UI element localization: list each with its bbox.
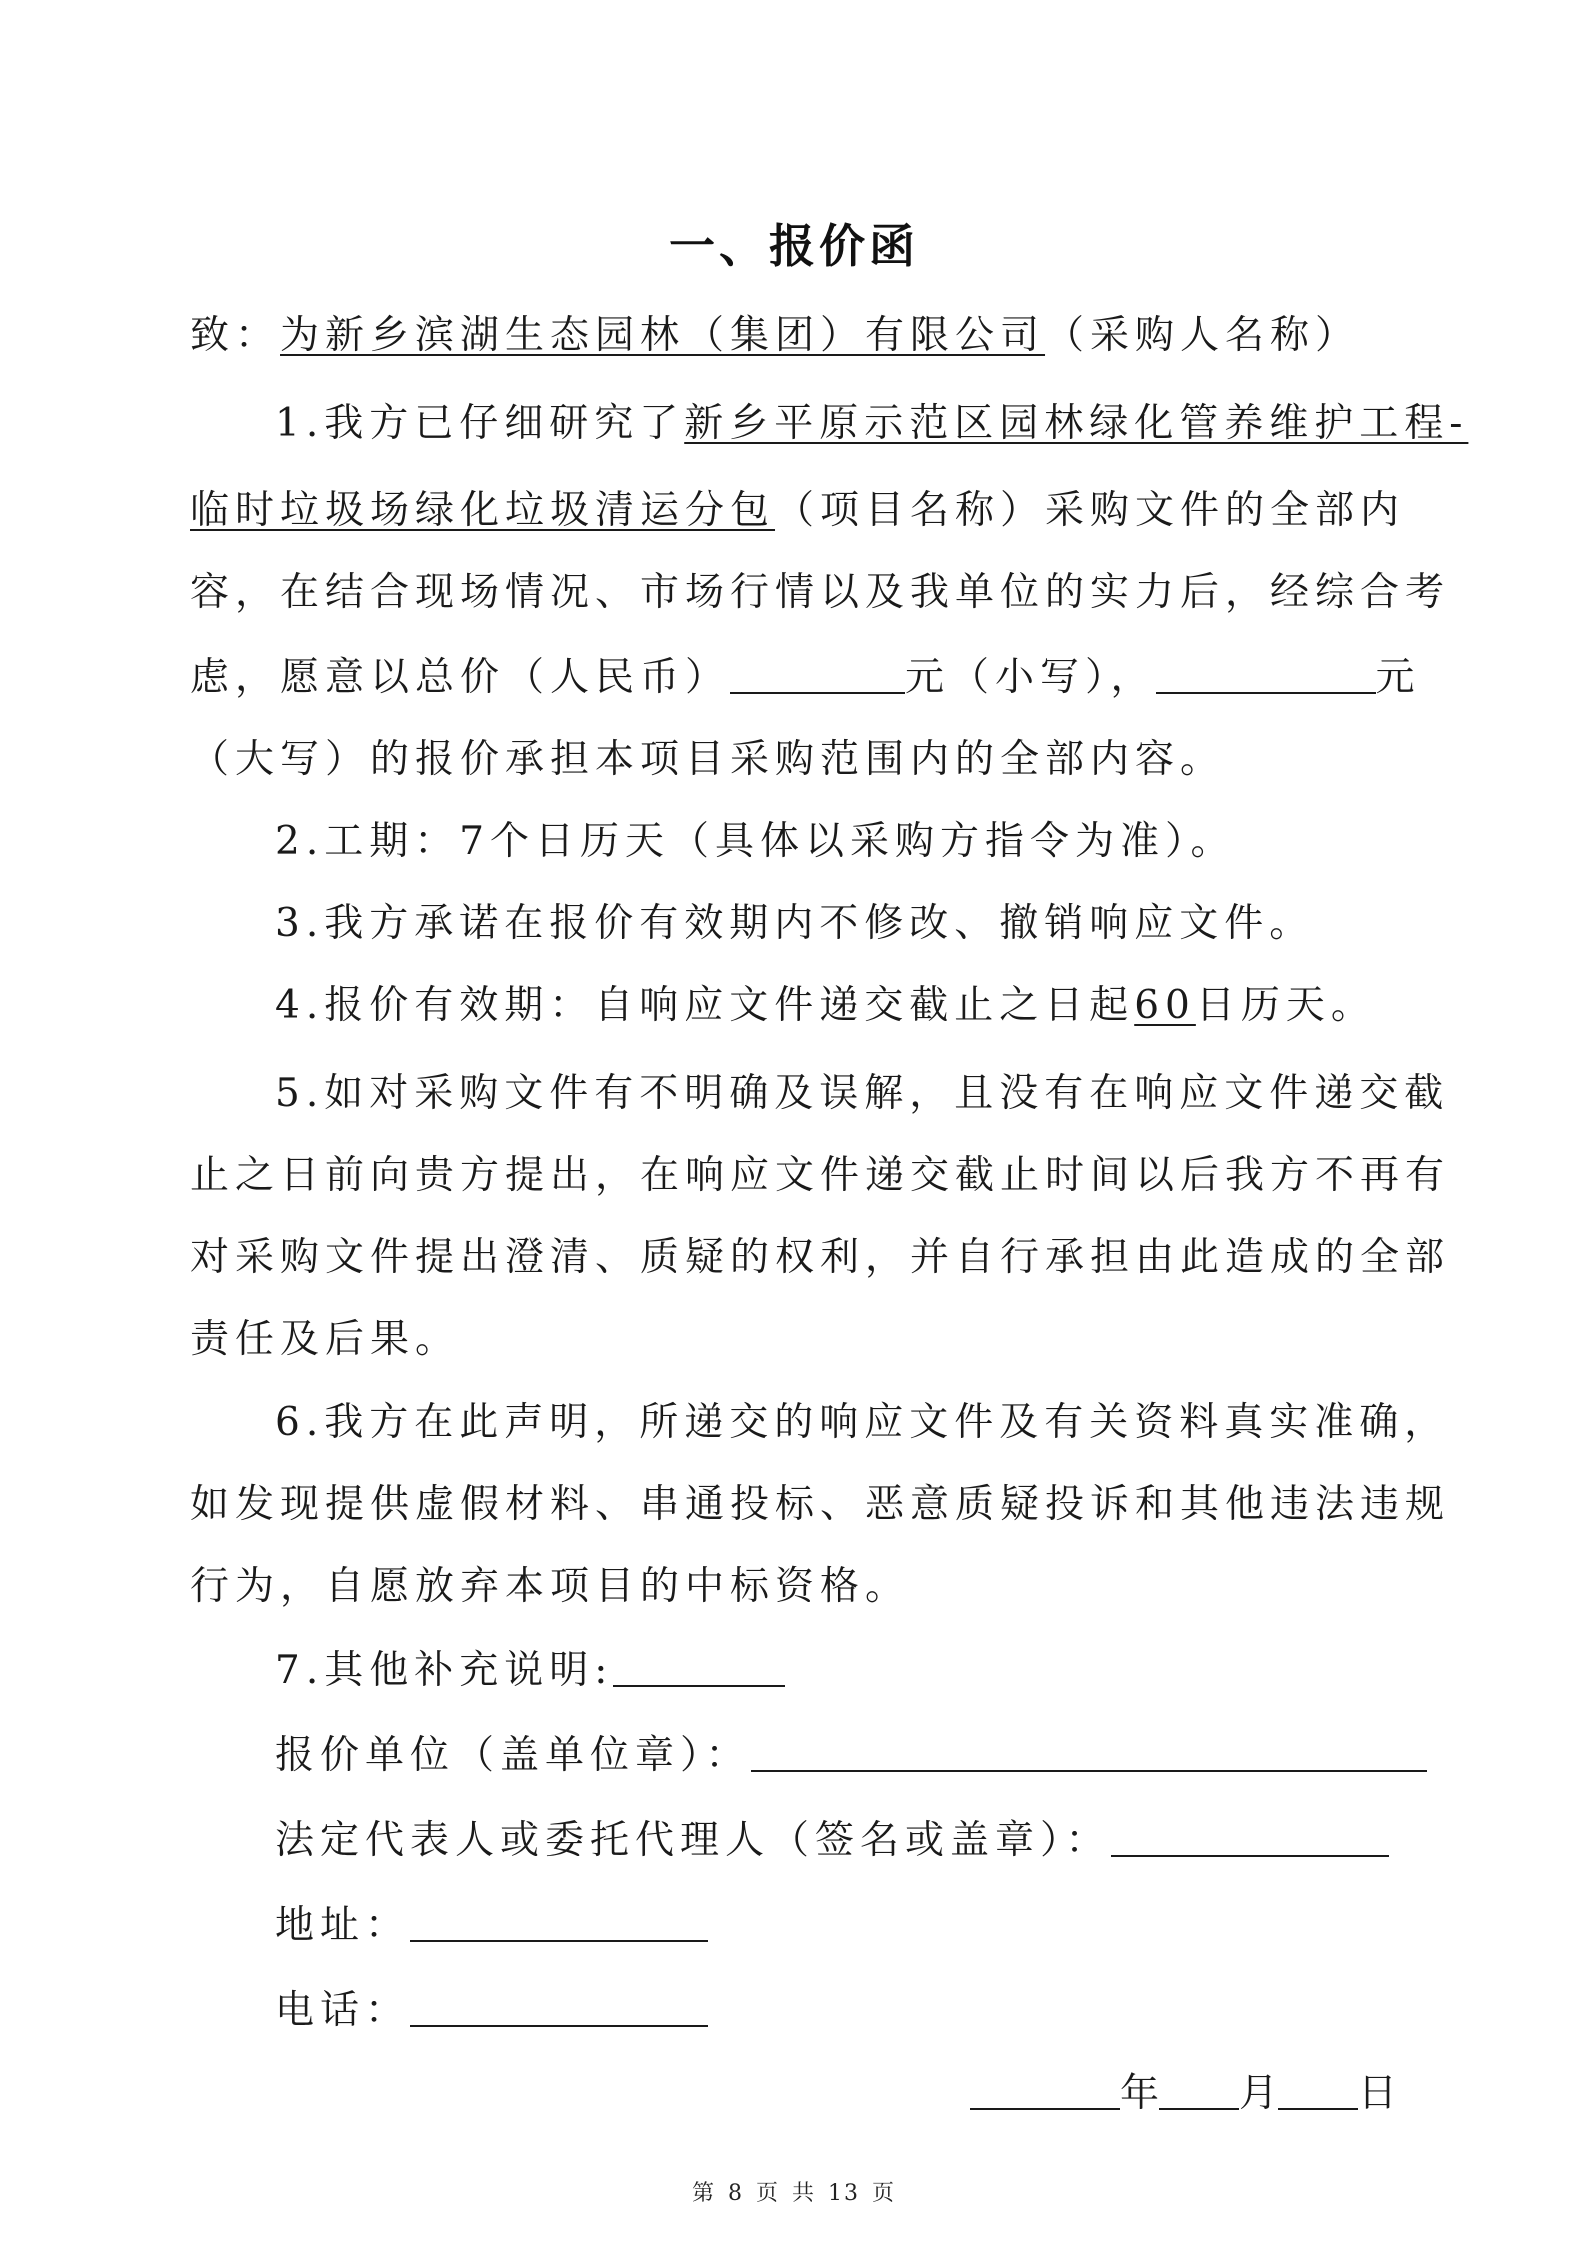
footer-text: 共: [792, 2181, 817, 2206]
para5-line4: 责任及后果。: [190, 1317, 461, 1362]
phone-label: 电话：: [275, 1988, 411, 2033]
para7: [275, 1645, 785, 1697]
para1-text: （项目名称）采购文件的全部内: [775, 488, 1406, 533]
footer-text: 页: [872, 2181, 897, 2206]
phone-row: [275, 1985, 708, 2037]
para6-line1: 6.我方在此声明，所递交的响应文件及有关资料真实准确，: [275, 1400, 1450, 1445]
supplement-blank[interactable]: [613, 1647, 785, 1687]
para6-line3: 行为，自愿放弃本项目的中标资格。: [190, 1564, 911, 1609]
footer-text: 页: [755, 2181, 780, 2206]
para1-line5: （大写）的报价承担本项目采购范围内的全部内容。: [190, 737, 1226, 782]
day-label: 日: [1358, 2071, 1398, 2116]
para5-line3: 对采购文件提出澄清、质疑的权利，并自行承担由此造成的全部: [190, 1235, 1451, 1280]
para1-text: 虑，愿意以总价（人民币）: [190, 655, 731, 700]
para1-line3: 容，在结合现场情况、市场行情以及我单位的实力后，经综合考: [190, 570, 1451, 615]
para4-text: 4.报价有效期：自响应文件递交截止之日起: [275, 983, 1135, 1028]
para1-text: 元（小写），: [905, 655, 1156, 700]
para1-line2: [190, 485, 1405, 537]
address-row: [275, 1900, 708, 1952]
para6-line2: 如发现提供虚假材料、串通投标、恶意质疑投诉和其他违法违规: [190, 1482, 1451, 1527]
recipient-line: [190, 310, 1360, 362]
para1-line1: [275, 398, 1468, 450]
project-name-part2: 临时垃圾场绿化垃圾清运分包: [190, 488, 776, 533]
date-row: [970, 2068, 1397, 2120]
para2: 2.工期：7个日历天（具体以采购方指令为准）。: [275, 819, 1236, 864]
sign-unit-blank[interactable]: [751, 1732, 1427, 1772]
sign-rep-label: 法定代表人或委托代理人（签名或盖章）：: [275, 1818, 1111, 1863]
page-number: 8: [727, 2181, 744, 2206]
validity-days: 60: [1134, 983, 1196, 1028]
page-footer: [0, 2176, 1588, 2207]
para3: 3.我方承诺在报价有效期内不修改、撤销响应文件。: [275, 901, 1315, 946]
recipient-suffix: （采购人名称）: [1045, 313, 1361, 358]
project-name-part1: 新乡平原示范区园林绿化管养维护工程-: [684, 401, 1469, 446]
address-label: 地址：: [275, 1903, 411, 1948]
para5-line2: 止之日前向贵方提出，在响应文件递交截止时间以后我方不再有: [190, 1153, 1451, 1198]
sign-rep-row: [275, 1815, 1389, 1867]
recipient-prefix: 致：: [190, 313, 281, 358]
address-blank[interactable]: [410, 1902, 708, 1942]
phone-blank[interactable]: [410, 1987, 708, 2027]
para1-text: 元: [1375, 655, 1421, 700]
sign-unit-label: 报价单位（盖单位章）：: [275, 1733, 751, 1778]
recipient-name: 为新乡滨湖生态园林（集团）有限公司: [280, 313, 1046, 358]
para4-text: 日历天。: [1195, 983, 1376, 1028]
price-lowercase-blank[interactable]: [730, 654, 905, 694]
para4: [275, 980, 1376, 1032]
year-blank[interactable]: [970, 2070, 1120, 2110]
day-blank[interactable]: [1278, 2070, 1358, 2110]
month-blank[interactable]: [1159, 2070, 1239, 2110]
para1-line4: [190, 652, 1421, 704]
month-label: 月: [1239, 2071, 1279, 2116]
year-label: 年: [1120, 2071, 1160, 2116]
sign-unit-row: [275, 1730, 1427, 1782]
price-uppercase-blank[interactable]: [1156, 654, 1376, 694]
para1-text: 1.我方已仔细研究了: [275, 401, 685, 446]
para7-label: 7.其他补充说明:: [275, 1648, 614, 1693]
footer-text: 第: [691, 2181, 716, 2206]
sign-rep-blank[interactable]: [1111, 1817, 1389, 1857]
document-title: 一、报价函: [669, 219, 919, 273]
page-total: 13: [828, 2181, 861, 2206]
para5-line1: 5.如对采购文件有不明确及误解，且没有在响应文件递交截: [275, 1071, 1450, 1116]
